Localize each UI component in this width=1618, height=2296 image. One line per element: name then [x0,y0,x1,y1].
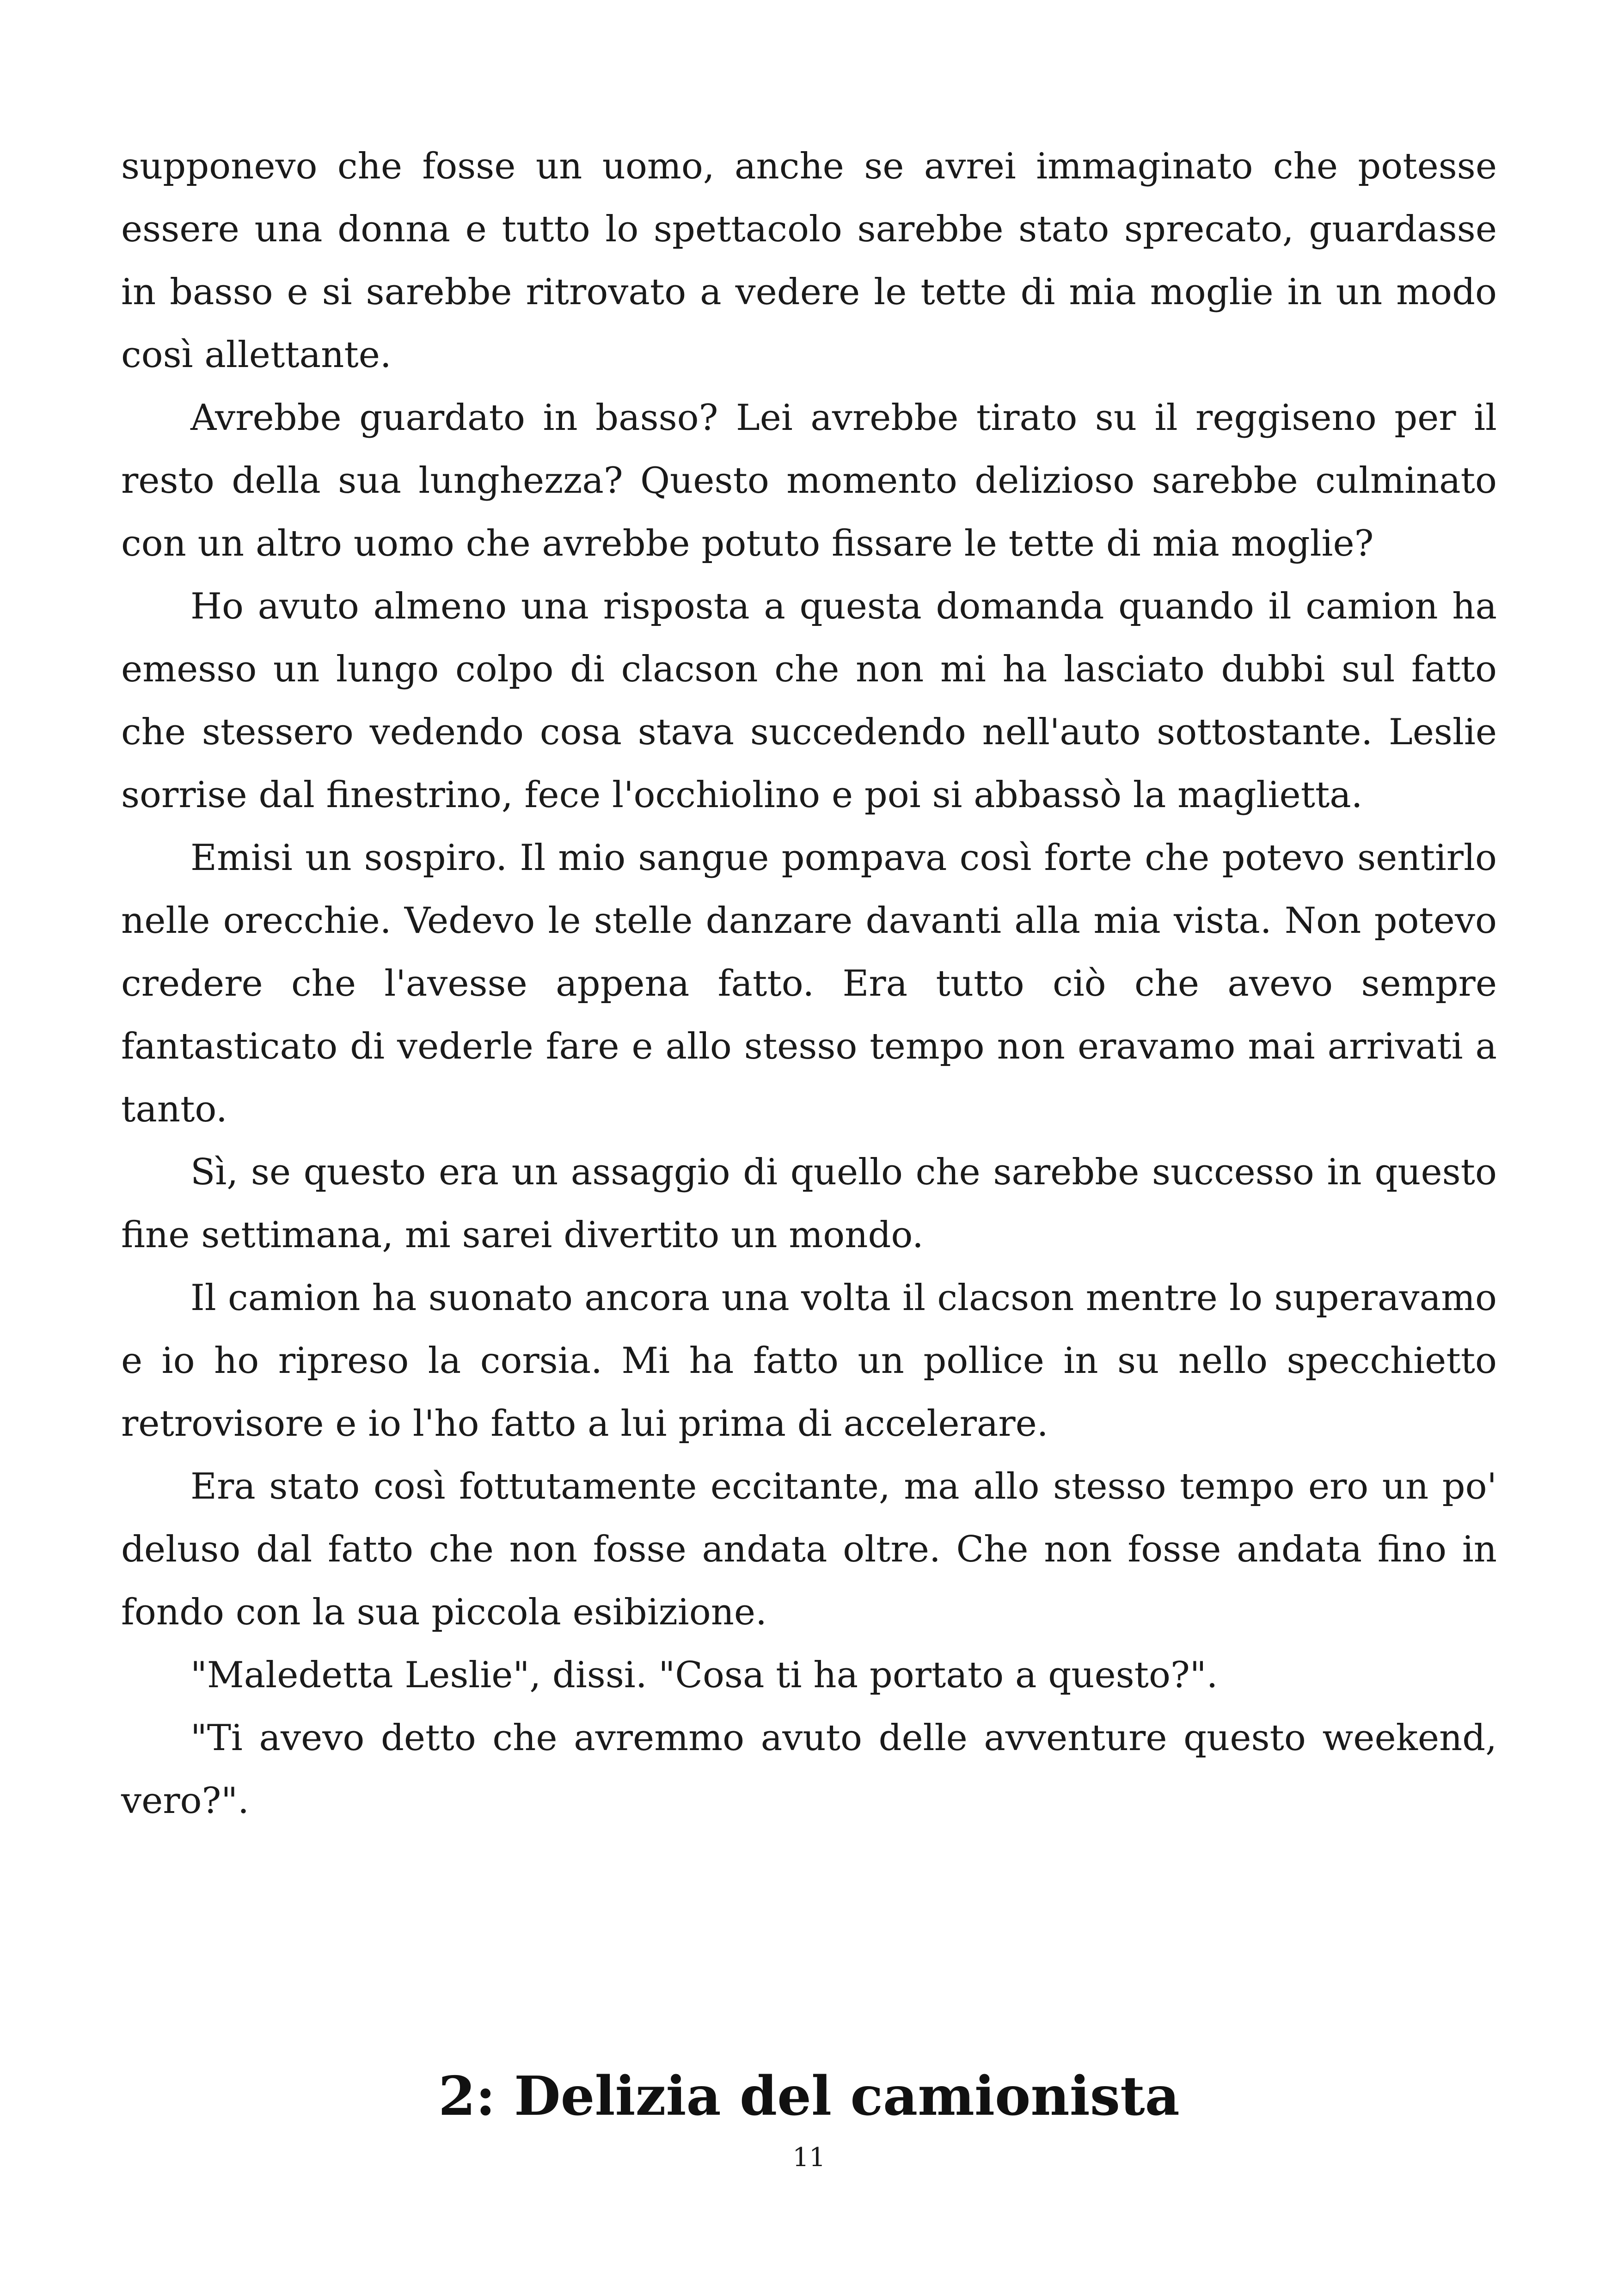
paragraph: Ho avuto almeno una risposta a questa domanda quando il camion ha emesso un lungo colpo di clacson che non mi ha lasciato dubbi sul fatto che stessero vedendo cosa stava succedendo nell'auto sottostante. Leslie sorrise dal finestrino, fece l'occhiolino e poi si abbassò la maglietta. [121,586,1497,816]
page-number: 11 [792,2143,826,2173]
body-text [121,135,1497,1832]
paragraph: "Ti avevo detto che avremmo avuto delle avventure questo weekend, vero?". [121,1717,1497,1822]
paragraph: Avrebbe guardato in basso? Lei avrebbe tirato su il reggiseno per il resto della sua lunghezza? Questo momento delizioso sarebbe culminato con un altro uomo che avrebbe potuto fissare le tette di mia moglie? [121,397,1497,564]
paragraph: Emisi un sospiro. Il mio sangue pompava così forte che potevo sentirlo nelle orecchie. Vedevo le stelle danzare davanti alla mia vista. Non potevo credere che l'avesse appena fatto. Era tutto ciò che avevo sempre fantasticato di vederle fare e allo stesso tempo non eravamo mai arrivati a tanto. [121,837,1497,1130]
chapter-heading: 2: Delizia del camionista [438,2065,1180,2128]
paragraph: Il camion ha suonato ancora una volta il clacson mentre lo superavamo e io ho ripreso la corsia. Mi ha fatto un pollice in su nello specchietto retrovisore e io l'ho fatto a lui prima di accelerare. [121,1277,1497,1445]
paragraph: supponevo che fosse un uomo, anche se avrei immaginato che potesse essere una donna e tutto lo spettacolo sarebbe stato sprecato, guardasse in basso e si sarebbe ritrovato a vedere le tette di mia moglie in un modo così allettante. [121,146,1497,376]
paragraph: Sì, se questo era un assaggio di quello che sarebbe successo in questo fine settimana, mi sarei divertito un mondo. [121,1151,1497,1256]
paragraph: "Maledetta Leslie", dissi. "Cosa ti ha portato a questo?". [190,1654,1218,1696]
paragraph: Era stato così fottutamente eccitante, ma allo stesso tempo ero un po' deluso dal fatto che non fosse andata oltre. Che non fosse andata fino in fondo con la sua piccola esibizione. [121,1466,1497,1633]
